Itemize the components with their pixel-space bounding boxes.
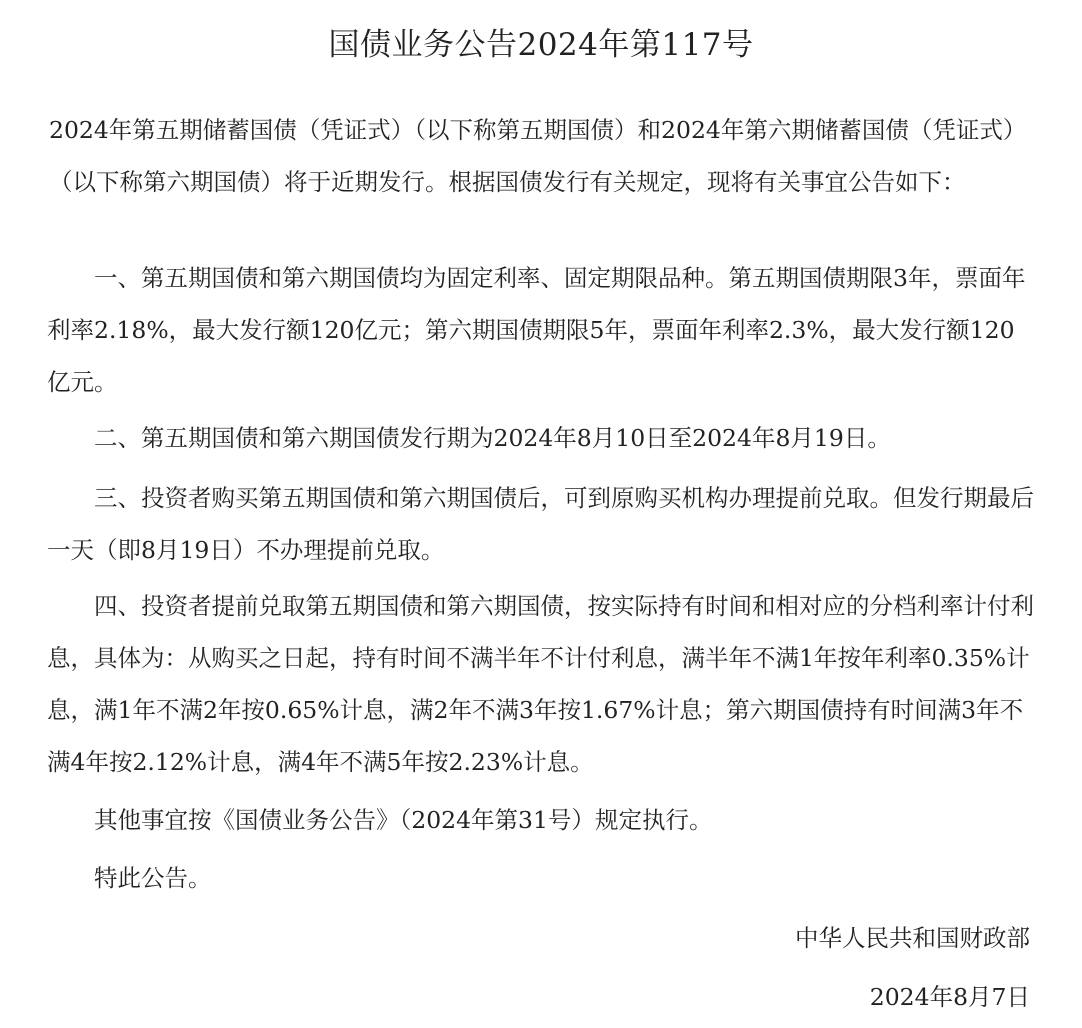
item-2-paragraph: 二、第五期国债和第六期国债发行期为2024年8月10日至2024年8月19日。 [94, 424, 891, 452]
other-matters-paragraph: 其他事宜按《国债业务公告》（2024年第31号）规定执行。 [94, 806, 713, 834]
item-3-paragraph: 三、投资者购买第五期国债和第六期国债后，可到原购买机构办理提前兑取。但发行期最后一天（即8月19日）不办理提前兑取。 [47, 484, 1034, 564]
announcement-title: 国债业务公告2024年第117号 [328, 27, 754, 63]
closing-paragraph: 特此公告。 [94, 864, 212, 892]
signature-organization: 中华人民共和国财政部 [795, 924, 1030, 952]
item-4-paragraph: 四、投资者提前兑取第五期国债和第六期国债，按实际持有时间和相对应的分档利率计付利息，具体为：从购买之日起，持有时间不满半年不计付利息，满半年不满1年按年利率0.35%计息，满1年不满2年按0.65%计息，满2年不满3年按1.67%计息；第六期国债持有时间满3年不满4年按2.12%计息，满4年不满5年按2.23%计息。 [47, 592, 1034, 776]
item-1-paragraph: 一、第五期国债和第六期国债均为固定利率、固定期限品种。第五期国债期限3年，票面年利率2.18%，最大发行额120亿元；第六期国债期限5年，票面年利率2.3%，最大发行额120亿元。 [47, 264, 1026, 396]
intro-paragraph: 2024年第五期储蓄国债（凭证式）（以下称第五期国债）和2024年第六期储蓄国债（凭证式）（以下称第六期国债）将于近期发行。根据国债发行有关规定，现将有关事宜公告如下： [49, 116, 1027, 196]
signature-date: 2024年8月7日 [869, 983, 1030, 1011]
